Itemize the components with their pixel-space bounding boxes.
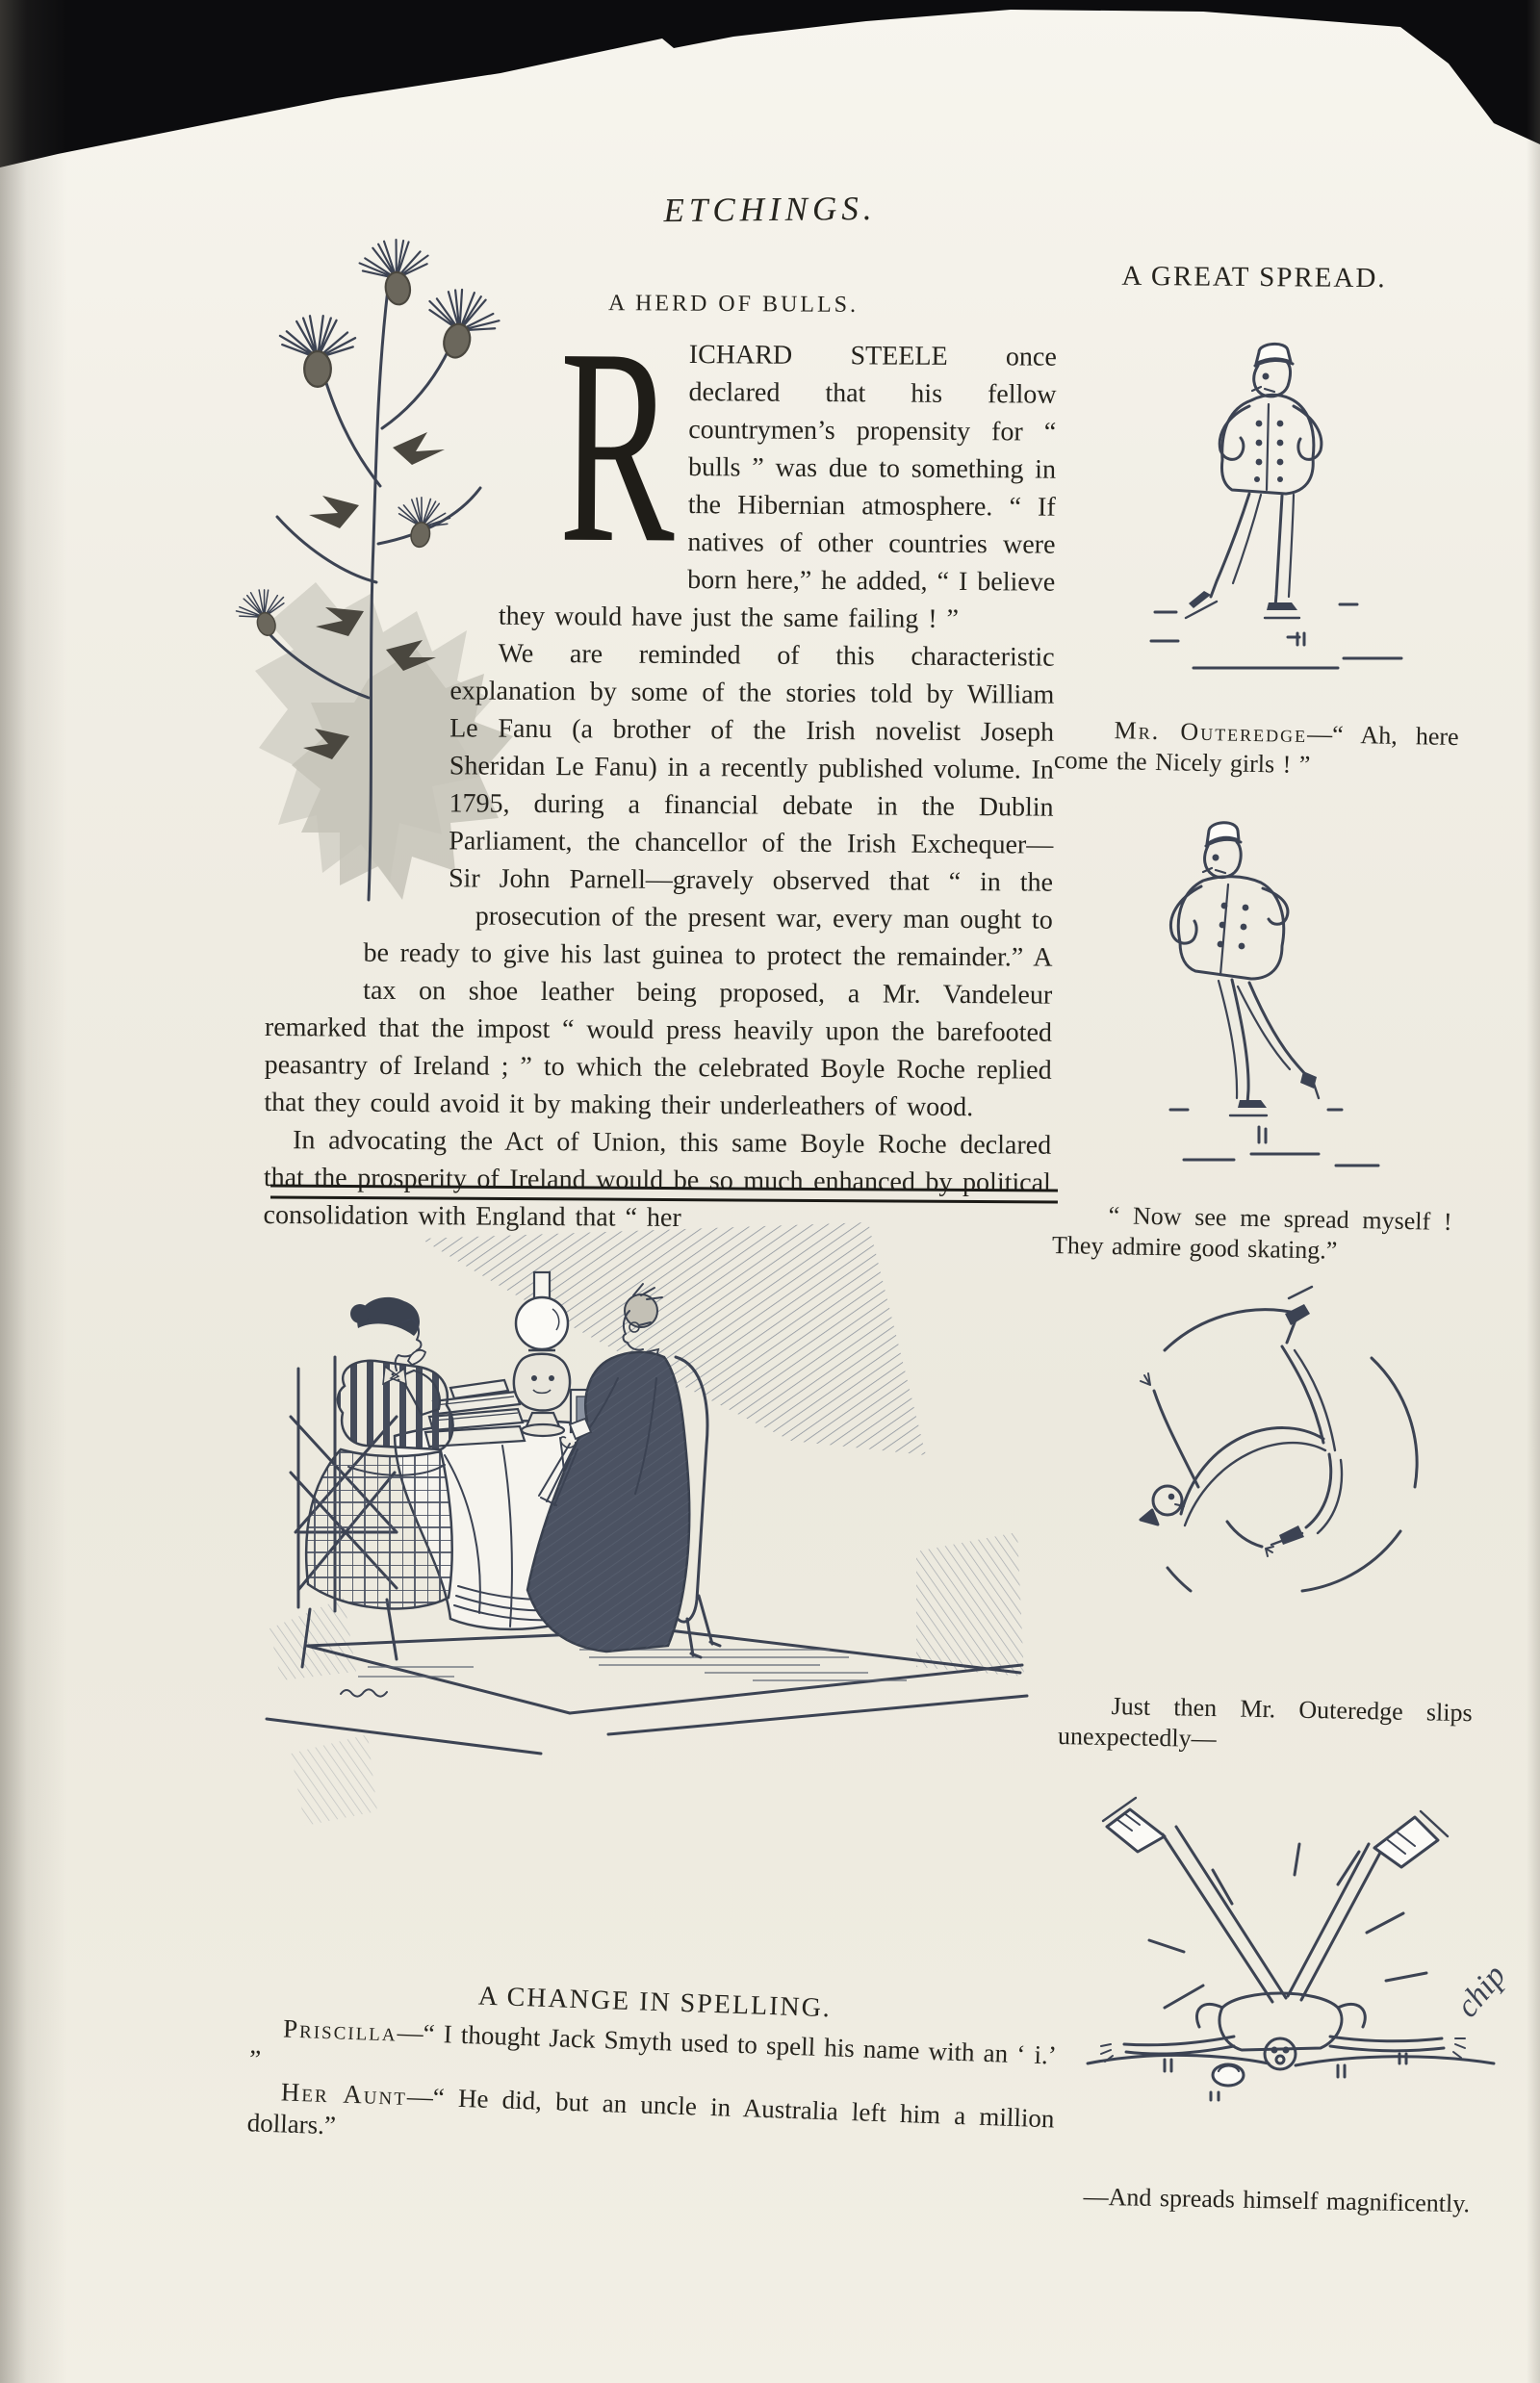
paragraph-text: In advocating the Act of Union, this same Boyle Roche declared that the prosperity of Ireland would be so much enhanced by political consolidation with England that “ her [263,1125,1052,1234]
joke-speaker: Priscilla [282,2013,398,2047]
parlor-scene-illustration [252,1215,1041,1989]
drop-cap: R [558,290,677,602]
caption-text: Just then Mr. Outeredge slips unexpectedly— [1057,1692,1473,1754]
caption-text: —And spreads himself magnificently. [1083,2182,1471,2218]
skater-gliding-illustration [1107,792,1415,1172]
page-title: ETCHINGS. [663,189,877,230]
paragraph-text: We are reminded of this characteristic explanation by some of the stories told by William Le Fanu (a brother of the Irish novelist Joseph Sheridan Le Fanu) in a recently published volume. In 1795, during a financial debate in the Dublin Parliament, the chancellor of the Irish Exchequer—Sir John Parnell—gravely observed that “ in the prosecution of the present war, every man ought to be ready to give his last guinea to protect the remainder.” A tax on shoe leather being proposed, a Mr. Vandeleur remarked that the impost “ would press heavily upon the barefooted peasantry of Ireland ; ” to which the celebrated Boyle Roche replied that they could avoid it by making their underleathers of wood. [264,638,1055,1123]
caption-figure-3 [1058,1690,1473,1759]
artist-signature-squiggle [341,1689,387,1696]
skater-falling-illustration [1083,1273,1449,1629]
caption-text: —“ Ah, here come the Nicely girls ! ” [1053,720,1459,780]
artist-signature: chip [1449,1958,1513,2025]
young-woman [306,1297,452,1609]
caption-figure-2 [1052,1199,1452,1268]
skater-sprawled-illustration [1049,1759,1530,2091]
caption-text: “ Now see me spread myself ! They admire good skating.” [1051,1201,1452,1265]
spelling-joke-block [246,1973,1058,2166]
joke-title: A CHANGE IN SPELLING. [477,1981,833,2024]
joke-speaker: Her Aunt [280,2077,408,2111]
paragraph-text: ICHARD STEELE once declared that his fellow countrymen’s propensity for “ bulls ” was due to something in the Hibernian atmosphere. “ If natives of other countries were born here,” he added, “ I believe they would have just the same failing ! ” [498,340,1057,635]
joke-text: —“ He did, but an uncle in Australia left him a million dollars.” [246,2081,1055,2140]
scan-dark-edge [0,0,1540,183]
caption-figure-4 [1054,2181,1493,2220]
skater-posing-illustration [1097,316,1415,681]
caption-speaker: Mr. Outeredge [1114,716,1308,749]
article-title: A HERD OF BULLS. [607,291,860,318]
caption-figure-1 [1054,714,1459,783]
joke-text: —“ I thought Jack Smyth used to spell his name with an ‘ i.’ ” [248,2017,1058,2074]
right-column-title: A GREAT SPREAD. [1121,260,1387,295]
